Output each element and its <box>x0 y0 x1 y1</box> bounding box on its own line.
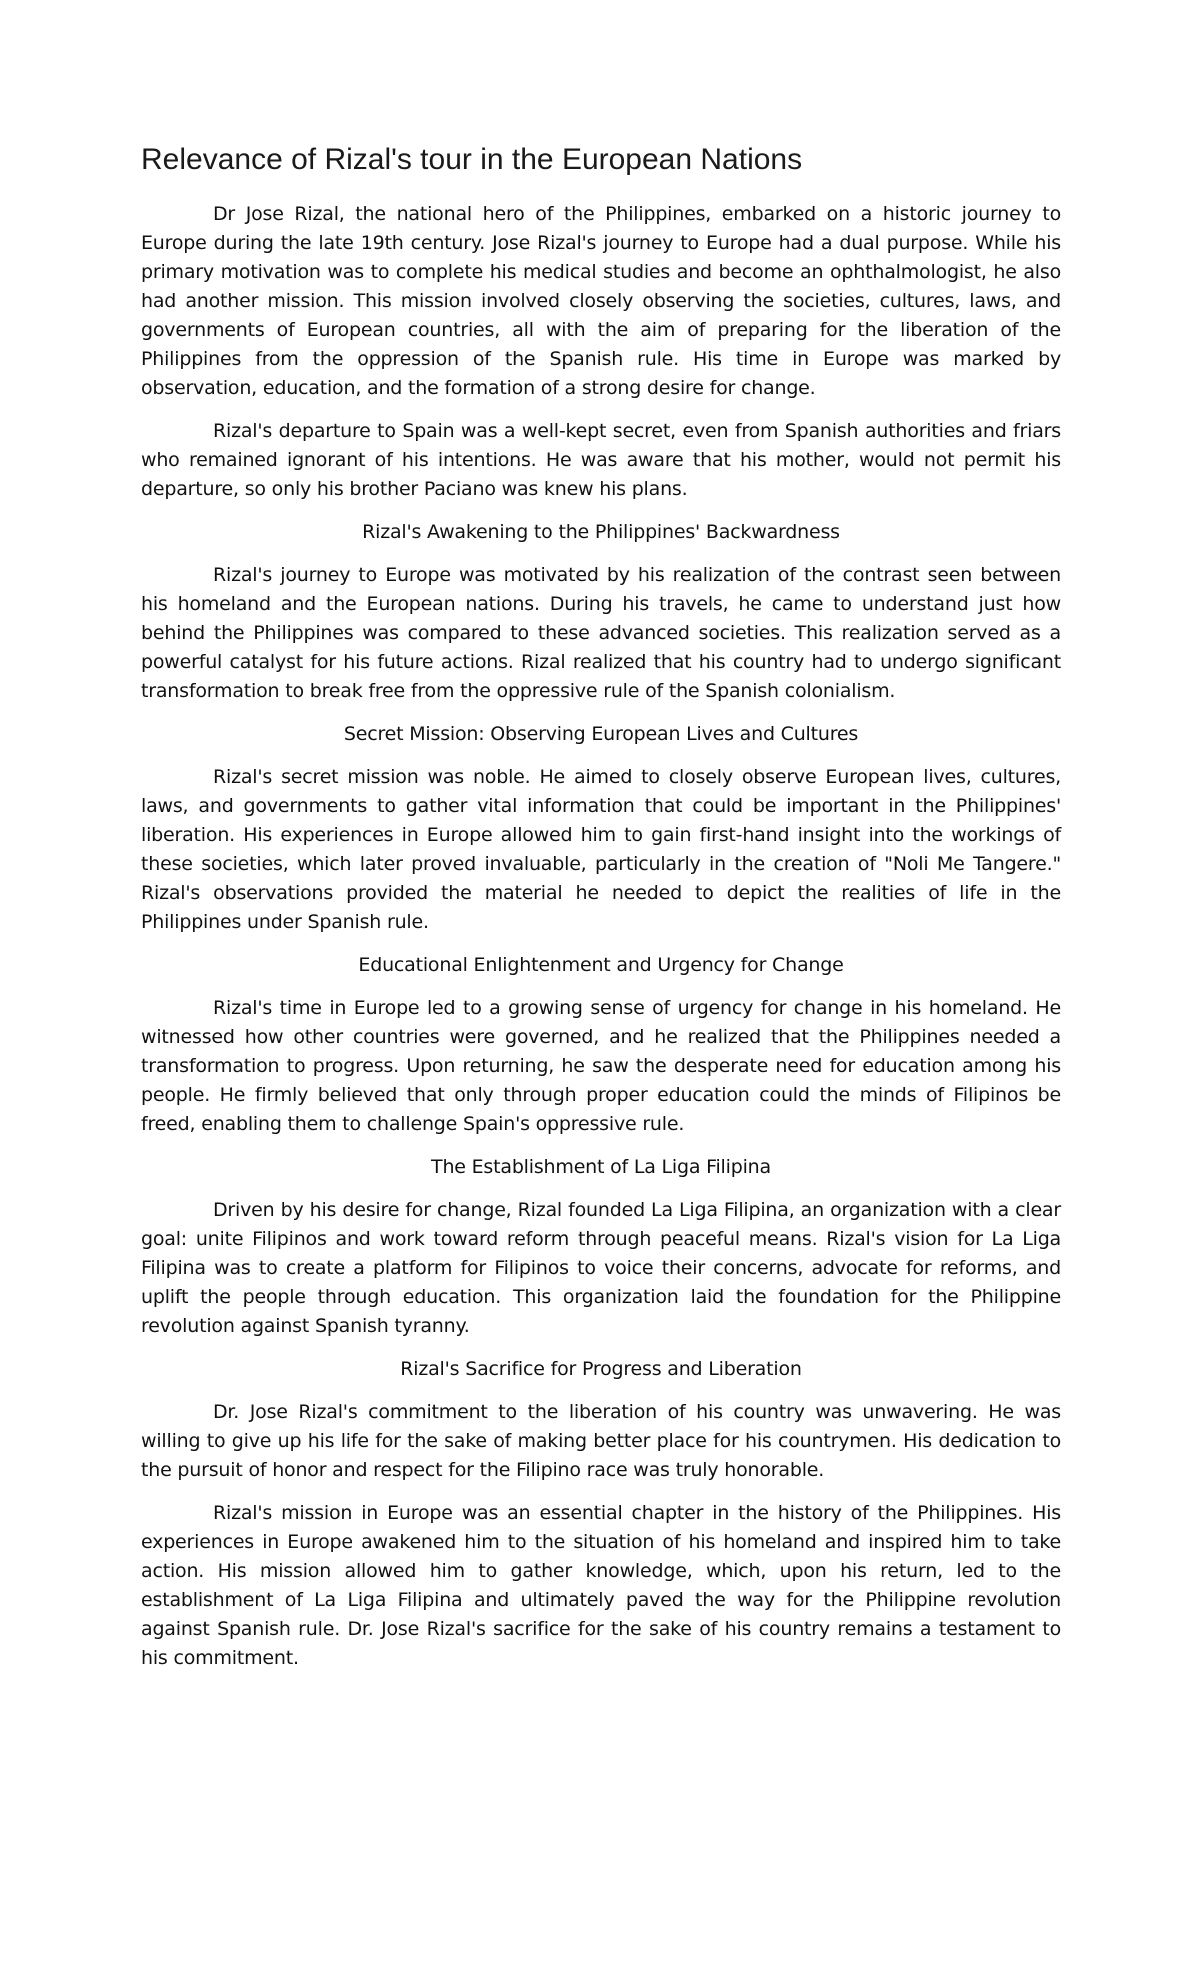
paragraph-departure: Rizal's departure to Spain was a well-kept secret, even from Spanish authorities and friars who remained ignorant of his intentions. He was aware that his mother, would not permit his departure, so only his brother Paciano was knew his plans. <box>141 420 1061 500</box>
section-heading-sacrifice: Rizal's Sacrifice for Progress and Liberation <box>400 1358 802 1380</box>
section-heading-education: Educational Enlightenment and Urgency for Change <box>358 954 844 976</box>
paragraph-sacrifice: Dr. Jose Rizal's commitment to the liberation of his country was unwavering. He was willing to give up his life for the sake of making better place for his countrymen. His dedication to the pursuit of honor and respect for the Filipino race was truly honorable. <box>141 1401 1061 1481</box>
document-body <box>141 142 1061 1687</box>
section-heading-awakening: Rizal's Awakening to the Philippines' Backwardness <box>362 521 840 543</box>
section-heading-la-liga: The Establishment of La Liga Filipina <box>431 1156 771 1178</box>
paragraph-la-liga: Driven by his desire for change, Rizal founded La Liga Filipina, an organization with a clear goal: unite Filipinos and work toward reform through peaceful means. Rizal's vision for La Liga Filipina was to create a platform for Filipinos to voice their concerns, advocate for reforms, and uplift the people through education. This organization laid the foundation for the Philippine revolution against Spanish tyranny. <box>141 1199 1061 1337</box>
paragraph-awakening: Rizal's journey to Europe was motivated by his realization of the contrast seen between his homeland and the European nations. During his travels, he came to understand just how behind the Philippines was compared to these advanced societies. This realization served as a powerful catalyst for his future actions. Rizal realized that his country had to undergo significant transformation to break free from the oppressive rule of the Spanish colonialism. <box>141 564 1061 702</box>
paragraph-conclusion: Rizal's mission in Europe was an essential chapter in the history of the Philippines. His experiences in Europe awakened him to the situation of his homeland and inspired him to take action. His mission allowed him to gather knowledge, which, upon his return, led to the establishment of La Liga Filipina and ultimately paved the way for the Philippine revolution against Spanish rule. Dr. Jose Rizal's sacrifice for the sake of his country remains a testament to his commitment. <box>141 1502 1061 1669</box>
paragraph-intro: Dr Jose Rizal, the national hero of the Philippines, embarked on a historic journey to Europe during the late 19th century. Jose Rizal's journey to Europe had a dual purpose. While his primary motivation was to complete his medical studies and become an ophthalmologist, he also had another mission. This mission involved closely observing the societies, cultures, laws, and governments of European countries, all with the aim of preparing for the liberation of the Philippines from the oppression of the Spanish rule. His time in Europe was marked by observation, education, and the formation of a strong desire for change. <box>141 203 1061 399</box>
paragraph-education: Rizal's time in Europe led to a growing sense of urgency for change in his homeland. He witnessed how other countries were governed, and he realized that the Philippines needed a transformation to progress. Upon returning, he saw the desperate need for education among his people. He firmly believed that only through proper education could the minds of Filipinos be freed, enabling them to challenge Spain's oppressive rule. <box>141 997 1061 1135</box>
paragraph-secret-mission: Rizal's secret mission was noble. He aimed to closely observe European lives, cultures, laws, and governments to gather vital information that could be important in the Philippines' liberation. His experiences in Europe allowed him to gain first-hand insight into the workings of these societies, which later proved invaluable, particularly in the creation of "Noli Me Tangere." Rizal's observations provided the material he needed to depict the realities of life in the Philippines under Spanish rule. <box>141 766 1061 933</box>
document-title: Relevance of Rizal's tour in the European Nations <box>141 143 803 176</box>
section-heading-secret-mission: Secret Mission: Observing European Lives and Cultures <box>343 723 859 745</box>
